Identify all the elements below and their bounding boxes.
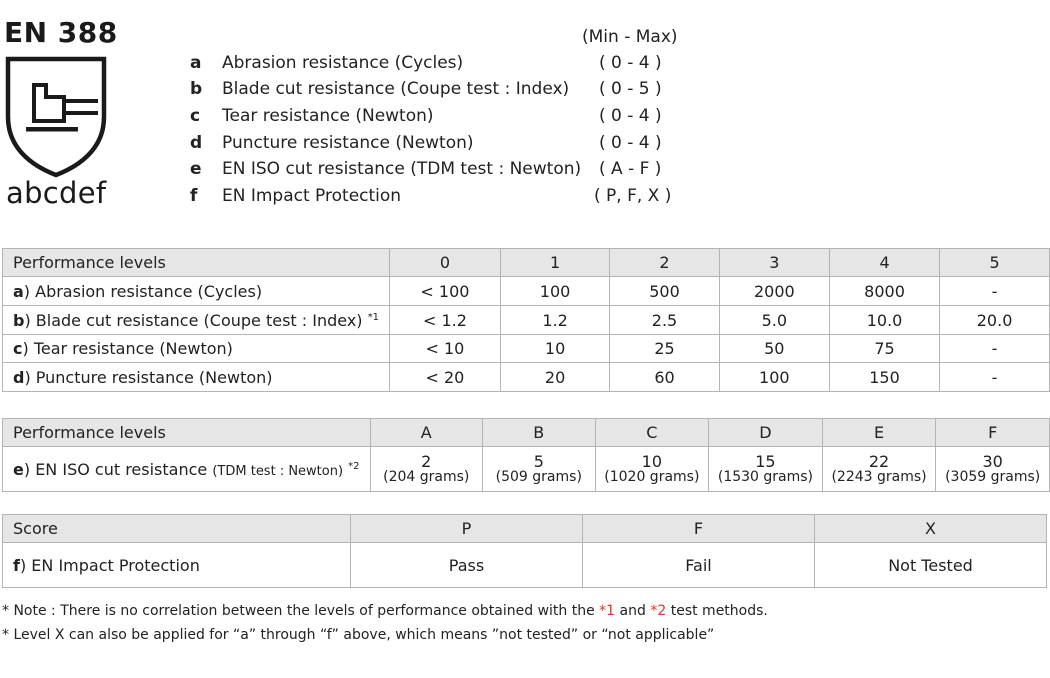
table-cell: < 20	[390, 363, 501, 392]
row-letter: a	[13, 281, 24, 301]
legend-letter: a	[190, 53, 202, 73]
table-header-row	[3, 419, 1050, 447]
range-header: (Min - Max)	[582, 27, 678, 47]
table-row	[3, 543, 1047, 588]
footnote-2: * Level X can also be applied for “a” through “f” above, which means ”not tested” or “not applicable”	[2, 627, 715, 643]
table-cell: 1.2	[500, 306, 609, 335]
table-cell: Fail	[583, 543, 815, 588]
legend-range: ( P, F, X )	[594, 186, 672, 206]
legend-desc: EN ISO cut resistance (TDM test : Newton)	[222, 159, 582, 179]
table-cell: < 10	[390, 335, 501, 363]
table-cell: 22 (2243 grams)	[822, 447, 936, 492]
score-header: X	[815, 515, 1047, 543]
level-header: E	[822, 419, 936, 447]
legend-desc: Tear resistance (Newton)	[222, 106, 434, 126]
row-label-text: ) Puncture resistance (Newton)	[24, 367, 273, 387]
logo-code: abcdef	[6, 176, 107, 210]
table-cell: 100	[500, 277, 609, 306]
table-cell: Not Tested	[815, 543, 1047, 588]
level-header: 4	[829, 249, 939, 277]
gloves-shield-icon	[4, 55, 108, 179]
impact-protection-table	[2, 514, 1047, 588]
legend-letter: e	[190, 159, 202, 179]
table-row	[3, 335, 1050, 363]
row-letter: f	[13, 555, 20, 575]
table-cell: 2.5	[610, 306, 719, 335]
footnote-ref: *1	[367, 311, 379, 323]
legend-letter: c	[190, 106, 201, 126]
level-header: 3	[719, 249, 829, 277]
table-cell: 20.0	[940, 306, 1050, 335]
legend-range: ( A - F )	[599, 159, 662, 179]
header-label: Performance levels	[3, 419, 371, 447]
level-header: 5	[940, 249, 1050, 277]
table-cell: 5 (509 grams)	[483, 447, 596, 492]
table-cell: -	[940, 363, 1050, 392]
row-label-text: ) Abrasion resistance (Cycles)	[23, 281, 263, 301]
legend-desc: Abrasion resistance (Cycles)	[222, 53, 464, 73]
row-letter: e	[13, 459, 24, 479]
table-cell: 30 (3059 grams)	[936, 447, 1050, 492]
row-label-text: ) EN Impact Protection	[19, 555, 200, 575]
table-cell: < 100	[390, 277, 501, 306]
table-cell: 10.0	[829, 306, 939, 335]
table-cell: 60	[610, 363, 719, 392]
row-label-text: ) EN ISO cut resistance	[23, 459, 213, 479]
legend-range: ( 0 - 5 )	[599, 79, 662, 99]
row-letter: b	[13, 310, 25, 330]
legend-desc: Puncture resistance (Newton)	[222, 133, 474, 153]
level-header: A	[370, 419, 483, 447]
footnote-ref: *1	[599, 603, 616, 619]
legend-letter: f	[190, 186, 198, 206]
table-cell: 150	[829, 363, 939, 392]
row-label	[3, 447, 371, 492]
table-cell: 2000	[719, 277, 829, 306]
header-label: Performance levels	[3, 249, 390, 277]
table-header-row	[3, 515, 1047, 543]
table-cell: 10 (1020 grams)	[595, 447, 709, 492]
footnote-1: * Note : There is no correlation between the levels of performance obtained with the *1 and *2 test methods.	[2, 603, 768, 619]
legend-desc: EN Impact Protection	[222, 186, 402, 206]
table-cell: 2 (204 grams)	[370, 447, 483, 492]
table-row	[3, 447, 1050, 492]
level-header: 1	[500, 249, 609, 277]
table-cell: 8000	[829, 277, 939, 306]
legend-letter: b	[190, 79, 203, 99]
table-cell: 15 (1530 grams)	[709, 447, 823, 492]
level-header: C	[595, 419, 709, 447]
legend-range: ( 0 - 4 )	[599, 106, 662, 126]
table-cell: -	[940, 277, 1050, 306]
legend-letter: d	[190, 133, 203, 153]
score-header: F	[583, 515, 815, 543]
table-cell: 50	[719, 335, 829, 363]
level-header: 0	[390, 249, 501, 277]
table-row	[3, 306, 1050, 335]
table-row	[3, 363, 1050, 392]
level-header: F	[936, 419, 1050, 447]
row-letter: d	[13, 367, 25, 387]
table-cell: 500	[610, 277, 719, 306]
row-label-text: ) Blade cut resistance (Coupe test : Index)	[24, 310, 363, 330]
table-cell: 20	[500, 363, 609, 392]
table-header-row	[3, 249, 1050, 277]
logo-title: EN 388	[4, 16, 118, 49]
footnote-ref: *2	[650, 603, 667, 619]
row-label-text: ) Tear resistance (Newton)	[22, 339, 233, 358]
header-label: Score	[3, 515, 351, 543]
score-header: P	[351, 515, 583, 543]
table-cell: 5.0	[719, 306, 829, 335]
row-label	[3, 306, 390, 335]
table-cell: Pass	[351, 543, 583, 588]
row-label	[3, 277, 390, 306]
legend-range: ( 0 - 4 )	[599, 53, 662, 73]
table-cell: 25	[610, 335, 719, 363]
level-header: D	[709, 419, 823, 447]
row-label	[3, 363, 390, 392]
table-cell: 75	[829, 335, 939, 363]
table-cell: 100	[719, 363, 829, 392]
level-header: 2	[610, 249, 719, 277]
legend-range: ( 0 - 4 )	[599, 133, 662, 153]
row-label-note: (TDM test : Newton)	[212, 463, 344, 479]
table-cell: 10	[500, 335, 609, 363]
performance-table-a-d	[2, 248, 1050, 392]
table-cell: < 1.2	[390, 306, 501, 335]
legend-desc: Blade cut resistance (Coupe test : Index)	[222, 79, 570, 99]
row-letter: c	[13, 339, 23, 358]
table-cell: -	[940, 335, 1050, 363]
row-label	[3, 335, 390, 363]
row-label	[3, 543, 351, 588]
footnote-ref: *2	[348, 460, 360, 472]
level-header: B	[483, 419, 596, 447]
performance-table-e	[2, 418, 1050, 492]
table-row	[3, 277, 1050, 306]
